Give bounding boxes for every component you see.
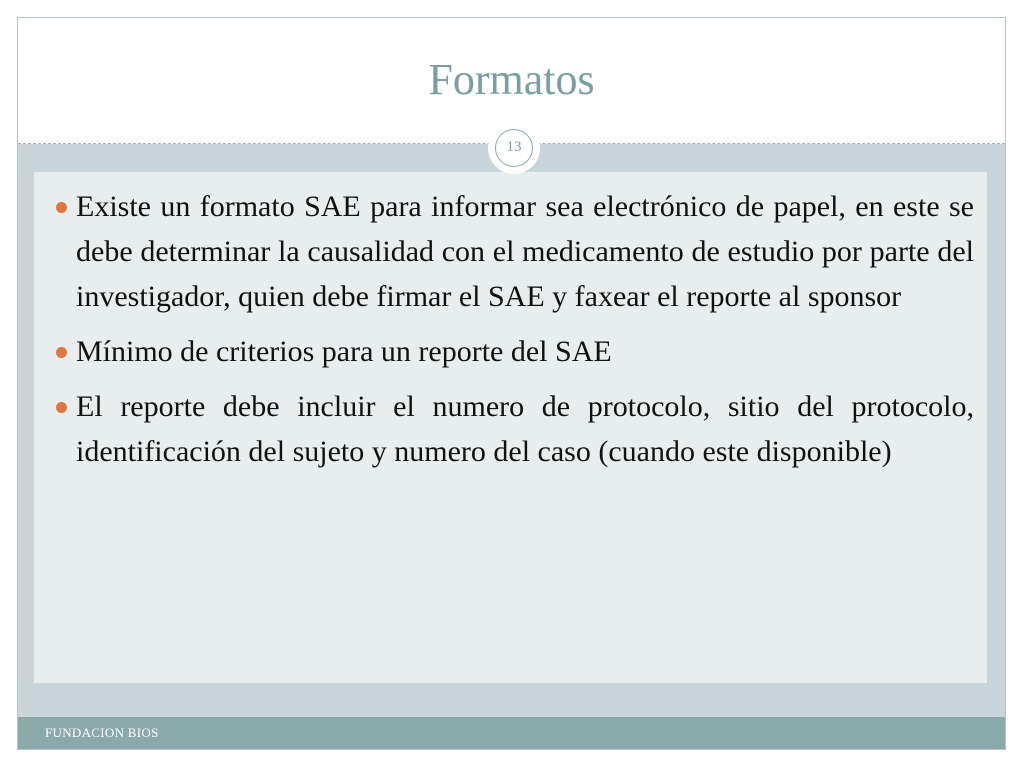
slide-title: Formatos — [428, 55, 595, 104]
bullet-dot-icon — [56, 202, 67, 213]
bullet-item — [56, 184, 974, 319]
bullet-text: Mínimo de criterios para un reporte del SAE — [76, 335, 612, 368]
bullet-item — [56, 384, 974, 474]
bullet-text: Existe un formato SAE para informar sea electrónico de papel, en este se debe determinar la causalidad con el medicamento de estudio por parte del investigador, quien debe firmar el SAE y faxear el reporte al sponsor — [76, 190, 974, 313]
footer-band — [18, 717, 1005, 749]
bullet-dot-icon — [56, 402, 67, 413]
bullet-list — [56, 184, 974, 484]
content-panel — [34, 172, 987, 683]
page-number-badge: 13 — [495, 129, 533, 167]
bullet-dot-icon — [56, 347, 67, 358]
footer-text: FUNDACION BIOS — [45, 725, 159, 740]
bullet-item — [56, 329, 974, 374]
slide — [17, 17, 1006, 750]
bullet-text: El reporte debe incluir el numero de protocolo, sitio del protocolo, identificación del sujeto y numero del caso (cuando este disponible) — [76, 390, 974, 468]
